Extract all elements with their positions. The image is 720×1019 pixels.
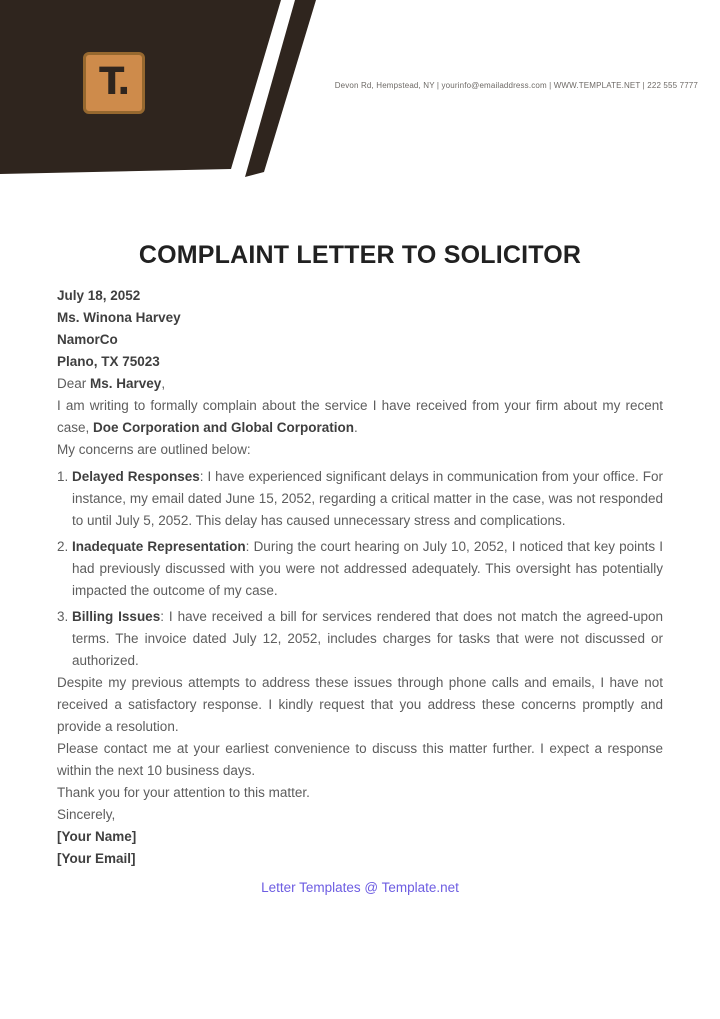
date-line: July 18, 2052: [57, 288, 141, 303]
list-item: [57, 466, 663, 532]
list-item-body: I have experienced significant delays in communication from your office. For instance, my email dated June 15, 2052, regarding a critical matter in the case, was not responded to until July 5, 2052. This delay has caused unnecessary stress and complications.: [72, 469, 663, 528]
list-item-text: [72, 606, 663, 672]
list-item-separator: :: [160, 609, 169, 624]
list-item-number: 3.: [57, 609, 69, 624]
list-item-text: [72, 536, 663, 602]
list-item: [57, 536, 663, 602]
list-item-label: Delayed Responses: [72, 469, 200, 484]
list-item-body: I have received a bill for services rendered that does not match the agreed-upon terms. The invoice dated July 12, 2052, includes charges for tasks that were not discussed or authorized.: [72, 609, 663, 668]
header-contact-line: Devon Rd, Hempstead, NY | yourinfo@emailaddress.com | WWW.TEMPLATE.NET | 222 555 7777: [334, 81, 698, 90]
salutation-name: Ms. Harvey: [90, 376, 162, 391]
intro-paragraph: [57, 395, 663, 439]
signature-name: [Your Name]: [57, 829, 137, 844]
page-title: COMPLAINT LETTER TO SOLICITOR: [138, 241, 582, 269]
thanks-line: Thank you for your attention to this matter.: [57, 785, 310, 800]
template-net-link[interactable]: Letter Templates @ Template.net: [261, 880, 459, 895]
salutation-prefix: Dear: [57, 376, 91, 391]
intro-text: I am writing to formally complain about the service I have received from your firm about my recent case,: [57, 398, 663, 435]
list-item: [57, 606, 663, 672]
intro-case-name: Doe Corporation and Global Corporation: [93, 420, 355, 435]
list-item-separator: :: [199, 469, 208, 484]
header-banner: [0, 0, 720, 178]
concerns-list: [57, 466, 663, 672]
signature-email: [Your Email]: [57, 851, 136, 866]
recipient-address: Plano, TX 75023: [57, 354, 160, 369]
footer: [0, 879, 720, 897]
list-item-label: Billing Issues: [72, 609, 161, 624]
list-item-body: During the court hearing on July 10, 2052, I noticed that key points I had previously discussed with you were not addressed adequately. This oversight has potentially impacted the outcome of my case.: [72, 539, 663, 598]
intro-end: .: [354, 420, 358, 435]
template-logo: [83, 52, 145, 114]
list-item-text: [72, 466, 663, 532]
salutation-suffix: ,: [161, 376, 166, 391]
letter-body: [57, 285, 663, 870]
closing-line: Sincerely,: [57, 807, 116, 822]
concerns-lead: My concerns are outlined below:: [57, 442, 251, 457]
list-item-separator: :: [245, 539, 254, 554]
salutation: [57, 373, 663, 395]
recipient-name: Ms. Winona Harvey: [57, 310, 181, 325]
followup-paragraph: Despite my previous attempts to address these issues through phone calls and emails, I have not received a satisfactory response. I kindly request that you address these concerns promptly and provide a resolution.: [57, 675, 663, 734]
list-item-label: Inadequate Representation: [72, 539, 246, 554]
list-item-number: 2.: [57, 539, 69, 554]
logo-t-icon: T.: [99, 60, 129, 103]
recipient-company: NamorCo: [57, 332, 118, 347]
list-item-number: 1.: [57, 469, 69, 484]
contact-request-paragraph: Please contact me at your earliest convenience to discuss this matter further. I expect a response within the next 10 business days.: [57, 741, 663, 778]
